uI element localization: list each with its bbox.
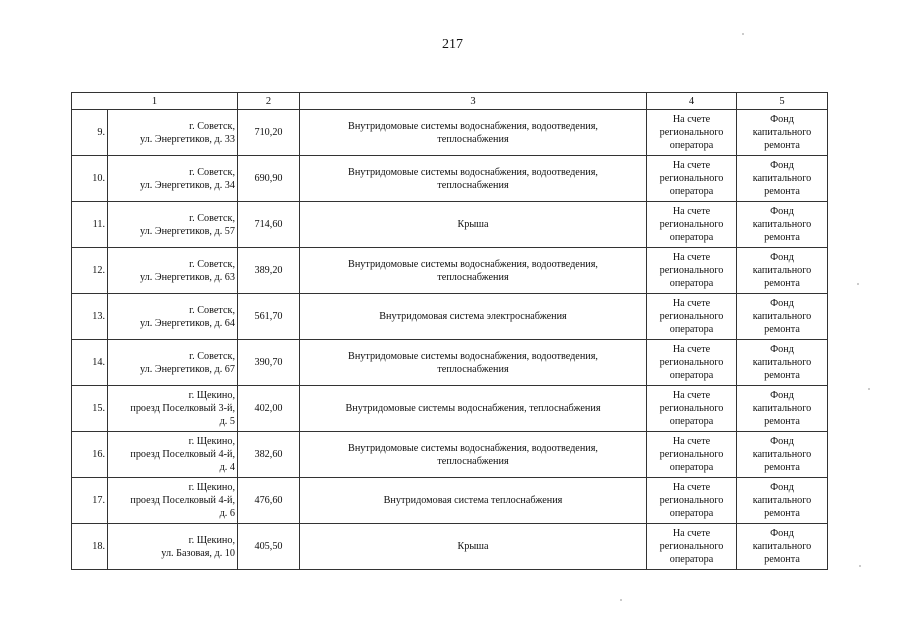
- account-cell: [647, 294, 737, 340]
- account-line: регионального: [659, 541, 724, 552]
- account-line: регионального: [659, 495, 724, 506]
- table-header-row: [72, 93, 828, 110]
- account-line: оператора: [669, 370, 714, 381]
- account-cell: [647, 432, 737, 478]
- fund-line: Фонд: [770, 482, 794, 493]
- fund-line: Фонд: [770, 206, 794, 217]
- fund-line: капитального: [752, 495, 812, 506]
- fund-cell: [737, 340, 828, 386]
- fund-line: капитального: [752, 127, 812, 138]
- address-city: г. Советск,: [189, 258, 235, 270]
- account-line: На счете: [672, 206, 711, 217]
- works-cell: [300, 340, 647, 386]
- fund-cell: [737, 248, 828, 294]
- account-line: регионального: [659, 265, 724, 276]
- account-line: На счете: [672, 160, 711, 171]
- column-header-area: 2: [238, 93, 300, 110]
- address-cell: [108, 340, 238, 386]
- table-body: [72, 110, 828, 570]
- area-cell: [238, 340, 300, 386]
- scan-speck: [857, 283, 859, 285]
- row-number-text: 16.: [92, 449, 105, 460]
- fund-line: Фонд: [770, 528, 794, 539]
- row-number-text: 15.: [92, 403, 105, 414]
- address-city: г. Щекино,: [188, 482, 235, 493]
- area-value: 402,00: [254, 403, 283, 414]
- fund-cell: [737, 386, 828, 432]
- fund-line: капитального: [752, 173, 812, 184]
- account-line: оператора: [669, 324, 714, 335]
- fund-line: Фонд: [770, 160, 794, 171]
- fund-line: Фонд: [770, 252, 794, 263]
- column-header-account: 4: [647, 93, 737, 110]
- works-cell: [300, 110, 647, 156]
- address-cell: [108, 202, 238, 248]
- account-line: На счете: [672, 114, 711, 125]
- row-number-text: 14.: [92, 357, 105, 368]
- address-street: проезд Поселковый 4-й,: [130, 495, 235, 506]
- fund-cell: [737, 432, 828, 478]
- works-line: теплоснабжения: [437, 363, 509, 375]
- address-city: г. Щекино,: [188, 390, 235, 401]
- area-value: 710,20: [254, 127, 283, 138]
- account-line: На счете: [672, 436, 711, 447]
- table-row: [72, 478, 828, 524]
- fund-line: капитального: [752, 311, 812, 322]
- address-street: проезд Поселковый 3-й,: [130, 403, 235, 414]
- row-number-text: 13.: [92, 311, 105, 322]
- works-line: Внутридомовая система теплоснабжения: [383, 495, 563, 506]
- account-line: регионального: [659, 449, 724, 460]
- table-row: [72, 340, 828, 386]
- row-number-text: 11.: [92, 219, 105, 230]
- fund-line: ремонта: [764, 278, 800, 289]
- fund-line: ремонта: [764, 508, 800, 519]
- area-value: 690,90: [254, 173, 283, 184]
- works-line: Крыша: [457, 541, 489, 552]
- address-cell: [108, 478, 238, 524]
- address-house: д. 6: [219, 508, 235, 519]
- account-line: регионального: [659, 311, 724, 322]
- works-cell: [300, 294, 647, 340]
- works-line: теплоснабжения: [437, 455, 509, 467]
- fund-line: ремонта: [764, 232, 800, 243]
- account-line: На счете: [672, 390, 711, 401]
- account-cell: [647, 524, 737, 570]
- account-line: На счете: [672, 528, 711, 539]
- table-row: [72, 248, 828, 294]
- account-line: На счете: [672, 298, 711, 309]
- account-cell: [647, 202, 737, 248]
- fund-cell: [737, 110, 828, 156]
- works-line: Крыша: [457, 219, 489, 230]
- account-cell: [647, 386, 737, 432]
- works-line: теплоснабжения: [437, 271, 509, 283]
- address-street: ул. Базовая, д. 10: [161, 547, 235, 559]
- account-cell: [647, 340, 737, 386]
- works-line: Внутридомовые системы водоснабжения, водоотведения,: [348, 442, 598, 454]
- works-line: Внутридомовые системы водоснабжения, теплоснабжения: [345, 403, 601, 414]
- row-number: [72, 386, 108, 432]
- works-line: Внутридомовые системы водоснабжения, водоотведения,: [348, 166, 598, 178]
- address-street: ул. Энергетиков, д. 63: [140, 271, 235, 283]
- address-cell: [108, 248, 238, 294]
- fund-line: Фонд: [770, 436, 794, 447]
- row-number: [72, 156, 108, 202]
- address-cell: [108, 156, 238, 202]
- fund-line: ремонта: [764, 324, 800, 335]
- table-row: [72, 156, 828, 202]
- area-cell: [238, 386, 300, 432]
- address-city: г. Советск,: [189, 350, 235, 362]
- fund-line: ремонта: [764, 462, 800, 473]
- fund-cell: [737, 202, 828, 248]
- account-line: оператора: [669, 140, 714, 151]
- table-row: [72, 202, 828, 248]
- works-cell: [300, 386, 647, 432]
- area-value: 561,70: [254, 311, 283, 322]
- address-street: ул. Энергетиков, д. 67: [140, 363, 235, 375]
- fund-line: капитального: [752, 357, 812, 368]
- address-cell: [108, 386, 238, 432]
- area-cell: [238, 432, 300, 478]
- account-line: На счете: [672, 252, 711, 263]
- works-cell: [300, 432, 647, 478]
- column-header-works: 3: [300, 93, 647, 110]
- account-cell: [647, 156, 737, 202]
- row-number: [72, 432, 108, 478]
- fund-line: ремонта: [764, 140, 800, 151]
- scan-speck: [620, 599, 622, 601]
- fund-line: Фонд: [770, 114, 794, 125]
- works-line: теплоснабжения: [437, 179, 509, 191]
- account-line: регионального: [659, 357, 724, 368]
- table-row: [72, 294, 828, 340]
- address-city: г. Щекино,: [188, 436, 235, 447]
- row-number-text: 10.: [92, 173, 105, 184]
- fund-cell: [737, 478, 828, 524]
- row-number-text: 18.: [92, 541, 105, 552]
- row-number-text: 12.: [92, 265, 105, 276]
- table-row: [72, 524, 828, 570]
- fund-line: Фонд: [770, 344, 794, 355]
- account-line: оператора: [669, 278, 714, 289]
- fund-line: ремонта: [764, 416, 800, 427]
- account-line: регионального: [659, 173, 724, 184]
- fund-cell: [737, 524, 828, 570]
- area-cell: [238, 156, 300, 202]
- area-cell: [238, 202, 300, 248]
- address-city: г. Советск,: [189, 120, 235, 132]
- address-house: д. 5: [219, 416, 235, 427]
- account-line: оператора: [669, 232, 714, 243]
- account-line: На счете: [672, 344, 711, 355]
- area-cell: [238, 478, 300, 524]
- area-value: 714,60: [254, 219, 283, 230]
- works-line: Внутридомовые системы водоснабжения, водоотведения,: [348, 120, 598, 132]
- address-street: ул. Энергетиков, д. 64: [140, 317, 235, 329]
- row-number: [72, 340, 108, 386]
- account-line: оператора: [669, 554, 714, 565]
- works-cell: [300, 156, 647, 202]
- scan-speck: [868, 388, 870, 390]
- table-row: [72, 386, 828, 432]
- account-cell: [647, 248, 737, 294]
- area-value: 390,70: [254, 357, 283, 368]
- row-number: [72, 248, 108, 294]
- fund-line: ремонта: [764, 370, 800, 381]
- address-city: г. Советск,: [189, 166, 235, 178]
- fund-line: капитального: [752, 541, 812, 552]
- fund-cell: [737, 294, 828, 340]
- area-cell: [238, 110, 300, 156]
- row-number: [72, 524, 108, 570]
- area-value: 382,60: [254, 449, 283, 460]
- scan-speck: [742, 33, 744, 35]
- fund-line: ремонта: [764, 554, 800, 565]
- account-line: регионального: [659, 127, 724, 138]
- account-cell: [647, 110, 737, 156]
- works-cell: [300, 202, 647, 248]
- address-city: г. Советск,: [189, 304, 235, 316]
- area-value: 389,20: [254, 265, 283, 276]
- account-line: оператора: [669, 508, 714, 519]
- fund-cell: [737, 156, 828, 202]
- address-cell: [108, 294, 238, 340]
- fund-line: капитального: [752, 449, 812, 460]
- works-line: Внутридомовые системы водоснабжения, водоотведения,: [348, 258, 598, 270]
- repair-register-table: [71, 92, 828, 570]
- fund-line: Фонд: [770, 390, 794, 401]
- address-street: проезд Поселковый 4-й,: [130, 449, 235, 460]
- account-line: оператора: [669, 416, 714, 427]
- account-line: регионального: [659, 403, 724, 414]
- row-number-text: 17.: [92, 495, 105, 506]
- address-street: ул. Энергетиков, д. 57: [140, 225, 235, 237]
- row-number: [72, 110, 108, 156]
- page-number: 217: [442, 37, 463, 52]
- account-line: регионального: [659, 219, 724, 230]
- fund-line: капитального: [752, 403, 812, 414]
- account-line: оператора: [669, 462, 714, 473]
- account-cell: [647, 478, 737, 524]
- fund-line: Фонд: [770, 298, 794, 309]
- works-line: Внутридомовые системы водоснабжения, водоотведения,: [348, 350, 598, 362]
- table-row: [72, 432, 828, 478]
- column-header-address: 1: [72, 93, 238, 110]
- address-cell: [108, 432, 238, 478]
- column-header-fund: 5: [737, 93, 828, 110]
- fund-line: капитального: [752, 219, 812, 230]
- row-number: [72, 294, 108, 340]
- area-cell: [238, 524, 300, 570]
- area-cell: [238, 248, 300, 294]
- row-number: [72, 202, 108, 248]
- address-cell: [108, 524, 238, 570]
- account-line: На счете: [672, 482, 711, 493]
- address-house: д. 4: [219, 462, 235, 473]
- area-value: 405,50: [254, 541, 283, 552]
- address-city: г. Щекино,: [188, 534, 235, 546]
- area-value: 476,60: [254, 495, 283, 506]
- scan-speck: [859, 565, 861, 567]
- address-street: ул. Энергетиков, д. 33: [140, 133, 235, 145]
- works-line: теплоснабжения: [437, 133, 509, 145]
- address-street: ул. Энергетиков, д. 34: [140, 179, 235, 191]
- works-cell: [300, 524, 647, 570]
- fund-line: ремонта: [764, 186, 800, 197]
- row-number: [72, 478, 108, 524]
- row-number-text: 9.: [97, 127, 105, 138]
- account-line: оператора: [669, 186, 714, 197]
- works-cell: [300, 478, 647, 524]
- table-row: [72, 110, 828, 156]
- area-cell: [238, 294, 300, 340]
- works-line: Внутридомовая система электроснабжения: [379, 311, 567, 322]
- fund-line: капитального: [752, 265, 812, 276]
- works-cell: [300, 248, 647, 294]
- address-cell: [108, 110, 238, 156]
- address-city: г. Советск,: [189, 212, 235, 224]
